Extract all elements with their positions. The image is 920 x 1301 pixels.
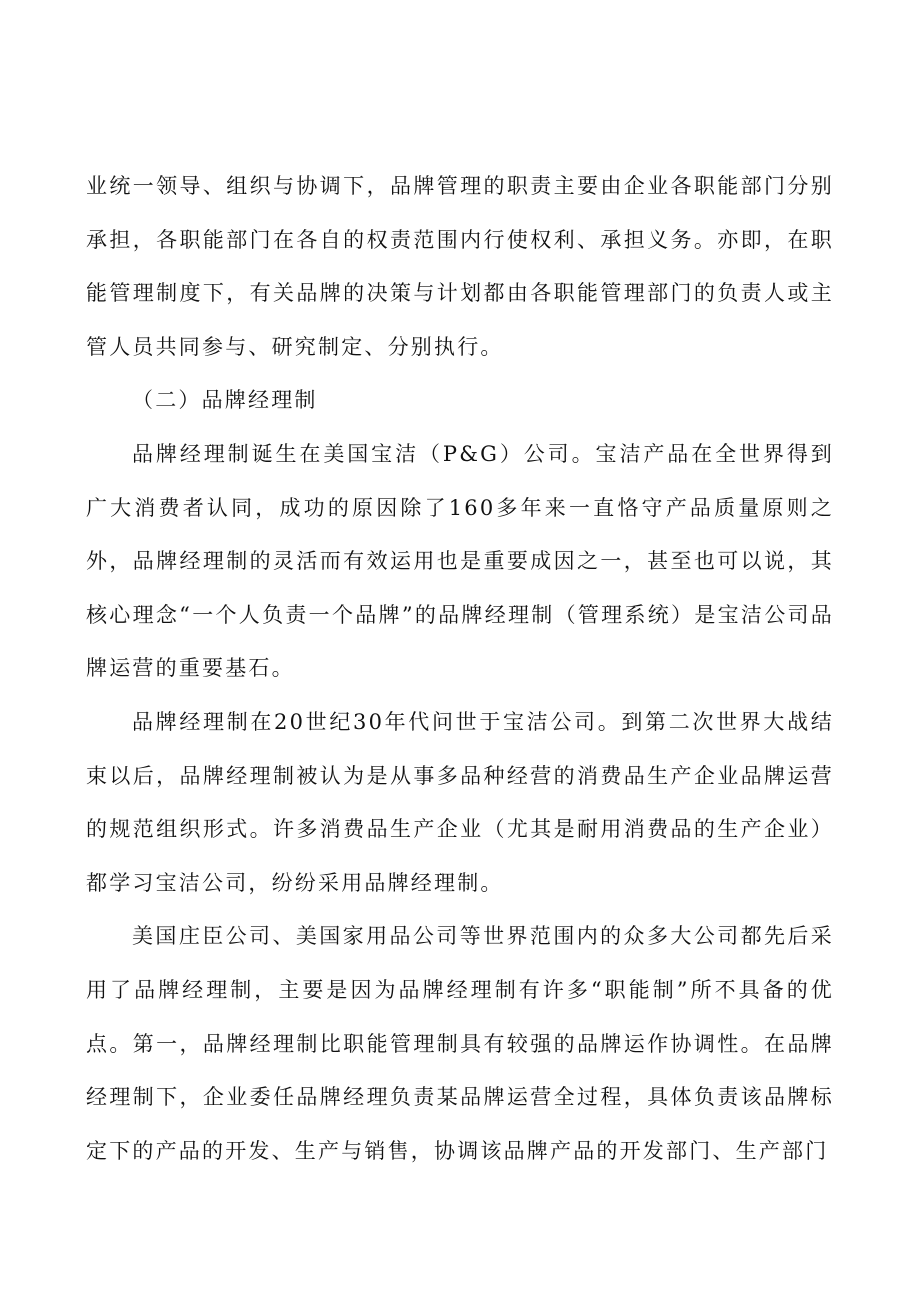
paragraph-advantages: 美国庄臣公司、美国家用品公司等世界范围内的众多大公司都先后采用了品牌经理制，主要是因为品牌经理制有许多“职能制”所不具备的优点。第一，品牌经理制比职能管理制具有较强的品牌运作协调性。在品牌经理制下，企业委任品牌经理负责某品牌运营全过程，具体负责该品牌标定下的产品的开发、生产与销售，协调该品牌产品的开发部门、生产部门	[86, 924, 834, 1163]
document-page	[86, 160, 834, 1178]
paragraph-pg-origin: 品牌经理制诞生在美国宝洁（P&G）公司。宝洁产品在全世界得到广大消费者认同，成功的原因除了160多年来一直恪守产品质量原则之外，品牌经理制的灵活而有效运用也是重要成因之一，甚至也可以说，其核心理念“一个人负责一个品牌”的品牌经理制（管理系统）是宝洁公司品牌运营的重要基石。	[86, 441, 834, 681]
paragraph-history: 品牌经理制在20世纪30年代问世于宝洁公司。到第二次世界大战结束以后，品牌经理制被认为是从事多品种经营的消费品生产企业品牌运营的规范组织形式。许多消费品生产企业（尤其是耐用消费品的生产企业）都学习宝洁公司，纷纷采用品牌经理制。	[86, 709, 834, 895]
section-heading: （二）品牌经理制	[132, 388, 318, 413]
paragraph-continuation: 业统一领导、组织与协调下，品牌管理的职责主要由企业各职能部门分别承担，各职能部门在各自的权责范围内行使权利、承担义务。亦即，在职能管理制度下，有关品牌的决策与计划都由各职能管理部门的负责人或主管人员共同参与、研究制定、分别执行。	[86, 174, 834, 359]
